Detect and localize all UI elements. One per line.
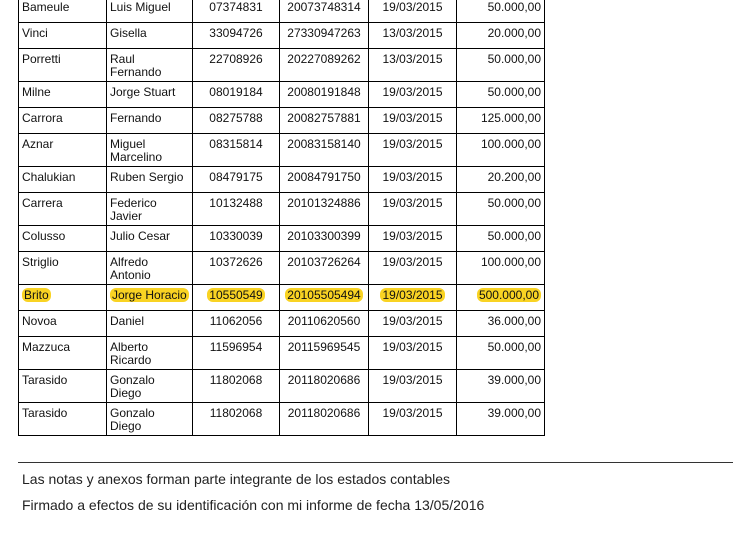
cell-nombre-text: Ruben Sergio [110,170,184,184]
table-row [19,226,545,252]
cell-dni-text: 11802068 [209,373,263,387]
table-row [19,82,545,108]
cell-apellido-text: Vinci [22,26,48,40]
cell-dni [193,23,280,49]
cell-dni-text: 10330039 [209,229,263,243]
cell-nombre [107,285,193,311]
cell-monto [457,337,545,370]
cell-monto [457,370,545,403]
cell-apellido [19,82,107,108]
table-row [19,167,545,193]
table-row [19,108,545,134]
cell-nombre-text: Fernando [110,111,162,125]
cell-monto [457,252,545,285]
cell-monto-text: 50.000,00 [487,340,541,354]
cell-cuit [280,403,369,436]
cell-nombre [107,370,193,403]
cell-apellido [19,108,107,134]
cell-monto [457,23,545,49]
cell-cuit [280,0,369,23]
cell-fecha [369,311,457,337]
cell-dni-text: 10372626 [209,255,263,269]
cell-cuit [280,82,369,108]
cell-monto-text: 50.000,00 [487,196,541,210]
cell-dni [193,285,280,311]
cell-apellido [19,337,107,370]
cell-dni-text: 10550549 [209,288,263,302]
cell-monto [457,226,545,252]
cell-cuit-text: 20110620560 [287,314,361,328]
cell-monto-text: 39.000,00 [487,406,541,420]
cell-dni [193,167,280,193]
cell-nombre [107,167,193,193]
cell-apellido [19,285,107,311]
cell-dni-text: 08019184 [209,85,263,99]
cell-fecha-text: 19/03/2015 [382,111,443,125]
cell-nombre [107,23,193,49]
cell-apellido-text: Tarasido [22,373,68,387]
cell-dni-text: 11596954 [209,340,263,354]
cell-fecha-text: 19/03/2015 [382,196,443,210]
cell-nombre [107,82,193,108]
cell-nombre-text: Gonzalo Diego [110,373,155,400]
table-row [19,403,545,436]
cell-apellido [19,403,107,436]
cell-cuit [280,167,369,193]
footer-note: Las notas y anexos forman parte integrante de los estados contables [22,471,451,487]
cell-cuit-text: 20118020686 [287,373,361,387]
cell-cuit [280,226,369,252]
table-row [19,370,545,403]
cell-monto-text: 125.000,00 [480,111,541,125]
cell-nombre [107,252,193,285]
cell-cuit [280,311,369,337]
cell-dni-text: 11802068 [209,406,263,420]
cell-dni-text: 08275788 [209,111,263,125]
cell-monto [457,403,545,436]
cell-nombre-text: Gisella [110,26,147,40]
cell-monto [457,134,545,167]
cell-monto [457,167,545,193]
cell-monto [457,193,545,226]
cell-fecha-text: 19/03/2015 [382,137,443,151]
cell-cuit-text: 20084791750 [287,170,361,184]
table-row [19,49,545,82]
table-row [19,311,545,337]
cell-monto [457,82,545,108]
cell-cuit-text: 20115969545 [287,340,361,354]
cell-nombre [107,193,193,226]
cell-dni-text: 10132488 [209,196,263,210]
table-row [19,337,545,370]
cell-fecha-text: 19/03/2015 [382,373,443,387]
table-row [19,252,545,285]
cell-fecha [369,49,457,82]
contributions-table [18,0,545,436]
cell-apellido [19,311,107,337]
cell-dni [193,226,280,252]
cell-monto-text: 20.200,00 [487,170,541,184]
cell-dni-text: 07374831 [209,0,263,14]
cell-nombre-text: Julio Cesar [110,229,171,243]
cell-dni [193,403,280,436]
cell-cuit [280,370,369,403]
cell-dni [193,370,280,403]
cell-apellido-text: Brito [24,288,49,302]
cell-apellido [19,23,107,49]
cell-cuit [280,285,369,311]
cell-nombre-text: Raul Fernando [110,52,162,79]
cell-cuit [280,337,369,370]
cell-fecha [369,0,457,23]
cell-apellido [19,0,107,23]
cell-fecha [369,108,457,134]
section-divider [18,462,733,463]
cell-nombre-text: Jorge Stuart [110,85,176,99]
cell-nombre-text: Miguel Marcelino [110,137,163,164]
cell-apellido-text: Novoa [22,314,57,328]
cell-nombre [107,49,193,82]
cell-dni [193,193,280,226]
cell-dni [193,82,280,108]
cell-fecha [369,252,457,285]
cell-nombre-text: Luis Miguel [110,0,171,14]
cell-fecha [369,285,457,311]
cell-fecha [369,167,457,193]
cell-dni-text: 33094726 [209,26,263,40]
cell-nombre [107,403,193,436]
cell-nombre [107,337,193,370]
cell-nombre-text: Daniel [110,314,145,328]
cell-apellido-text: Chalukian [22,170,76,184]
cell-cuit [280,49,369,82]
cell-fecha [369,193,457,226]
cell-apellido [19,134,107,167]
cell-apellido [19,252,107,285]
cell-monto-text: 50.000,00 [487,229,541,243]
cell-fecha-text: 19/03/2015 [382,340,443,354]
cell-dni [193,134,280,167]
cell-dni-text: 08479175 [209,170,263,184]
cell-cuit-text: 20083158140 [287,137,361,151]
cell-monto-text: 39.000,00 [487,373,541,387]
cell-apellido-text: Milne [22,85,51,99]
cell-apellido-text: Aznar [22,137,54,151]
footer-signature: Firmado a efectos de su identificación con mi informe de fecha 13/05/2016 [22,497,485,513]
cell-fecha [369,82,457,108]
cell-cuit [280,108,369,134]
cell-monto [457,108,545,134]
table-row [19,134,545,167]
cell-apellido-text: Striglio [22,255,59,269]
cell-apellido-text: Bameule [22,0,70,14]
table-row [19,23,545,49]
cell-fecha-text: 19/03/2015 [382,288,443,302]
cell-dni [193,252,280,285]
cell-fecha [369,403,457,436]
cell-apellido-text: Carrora [22,111,63,125]
cell-apellido [19,370,107,403]
cell-cuit-text: 20227089262 [287,52,361,66]
cell-dni-text: 11062056 [209,314,263,328]
cell-monto-text: 100.000,00 [480,137,541,151]
cell-apellido [19,226,107,252]
cell-apellido [19,193,107,226]
cell-dni [193,0,280,23]
cell-cuit [280,252,369,285]
cell-apellido-text: Colusso [22,229,66,243]
cell-nombre [107,311,193,337]
cell-cuit-text: 20080191848 [287,85,361,99]
cell-cuit [280,23,369,49]
cell-nombre-text: Alfredo Antonio [110,255,151,282]
cell-fecha-text: 19/03/2015 [382,85,443,99]
cell-cuit-text: 20103300399 [287,229,361,243]
cell-nombre [107,108,193,134]
cell-monto-text: 500.000,00 [478,288,539,302]
cell-nombre [107,226,193,252]
cell-nombre-text: Jorge Horacio [112,288,187,302]
cell-cuit-text: 20101324886 [287,196,361,210]
cell-apellido-text: Carrera [22,196,63,210]
cell-fecha-text: 13/03/2015 [382,26,443,40]
table-row [19,285,545,311]
cell-nombre-text: Alberto Ricardo [110,340,152,367]
cell-cuit [280,193,369,226]
cell-fecha-text: 19/03/2015 [382,229,443,243]
cell-monto-text: 50.000,00 [487,85,541,99]
cell-monto-text: 50.000,00 [487,0,541,14]
table-row [19,193,545,226]
cell-fecha [369,337,457,370]
table-body [19,0,545,436]
cell-dni [193,337,280,370]
cell-monto [457,0,545,23]
cell-dni-text: 22708926 [209,52,263,66]
cell-apellido [19,49,107,82]
cell-dni [193,49,280,82]
cell-monto-text: 50.000,00 [487,52,541,66]
cell-nombre [107,134,193,167]
cell-apellido-text: Porretti [22,52,61,66]
cell-nombre [107,0,193,23]
cell-cuit-text: 20073748314 [287,0,361,14]
cell-dni [193,108,280,134]
cell-fecha-text: 13/03/2015 [382,52,443,66]
cell-monto-text: 20.000,00 [487,26,541,40]
table-row [19,0,545,23]
cell-fecha-text: 19/03/2015 [382,406,443,420]
cell-monto [457,49,545,82]
cell-fecha-text: 19/03/2015 [382,0,443,14]
cell-dni-text: 08315814 [209,137,263,151]
cell-fecha-text: 19/03/2015 [382,255,443,269]
cell-nombre-text: Federico Javier [110,196,157,223]
cell-monto-text: 36.000,00 [487,314,541,328]
cell-fecha [369,134,457,167]
cell-apellido [19,167,107,193]
cell-nombre-text: Gonzalo Diego [110,406,155,433]
cell-fecha [369,23,457,49]
cell-monto-text: 100.000,00 [480,255,541,269]
cell-fecha [369,226,457,252]
cell-monto [457,285,545,311]
cell-cuit [280,134,369,167]
cell-monto [457,311,545,337]
cell-cuit-text: 20118020686 [287,406,361,420]
cell-cuit-text: 20105505494 [287,288,361,302]
cell-apellido-text: Mazzuca [22,340,71,354]
cell-cuit-text: 27330947263 [287,26,361,40]
cell-cuit-text: 20082757881 [287,111,361,125]
cell-fecha-text: 19/03/2015 [382,314,443,328]
cell-dni [193,311,280,337]
cell-fecha-text: 19/03/2015 [382,170,443,184]
cell-fecha [369,370,457,403]
cell-apellido-text: Tarasido [22,406,68,420]
cell-cuit-text: 20103726264 [287,255,361,269]
